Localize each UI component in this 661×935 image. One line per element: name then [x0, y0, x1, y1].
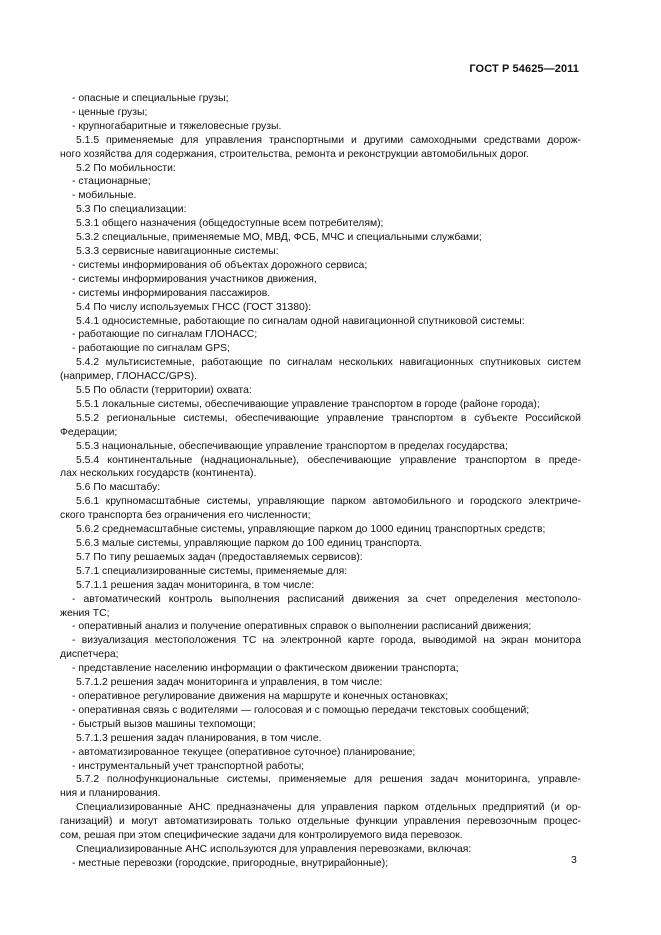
text-line: сом, решая при этом специфические задачи для контролируемого вида перевозок. [60, 830, 463, 842]
text-line: лах нескольких государств (континента). [60, 468, 257, 480]
text-line: ского транспорта без ограничения его численности; [60, 510, 311, 522]
text-line: Специализированные АНС предназначены для управления парком отдельных предприятий (и ор- [76, 802, 581, 814]
text-line: - оперативное регулирование движения на маршруте и конечных остановках; [72, 690, 449, 702]
text-line: - ценные грузы; [72, 106, 148, 118]
text-line: Специализированные АНС используются для управления перевозками, включая: [76, 843, 472, 855]
text-line: - оперативный анализ и получение оперативных справок о выполнении расписаний движения; [72, 621, 532, 633]
text-line: 5.5.2 региональные системы, обеспечивающие управление транспортом в субъекте Российской [76, 412, 581, 424]
text-line: - опасные и специальные грузы; [72, 93, 229, 104]
text-line: 5.7 По типу решаемых задач (предоставляемых сервисов): [76, 551, 363, 563]
text-line: - автоматизированное текущее (оперативное суточное) планирование; [72, 746, 416, 758]
text-line: 5.7.1.2 решения задач мониторинга и управления, в том числе: [76, 677, 383, 689]
text-line: ного хозяйства для содержания, строительства, ремонта и реконструкции автомобильных дорог. [60, 148, 529, 160]
text-line: - оперативная связь с водителями — голосовая и с помощью передачи текстовых сообщений; [72, 704, 530, 716]
text-line: 5.6.3 малые системы, управляющие парком до 100 единиц транспорта. [76, 538, 423, 549]
text-line: Федерации; [60, 426, 118, 438]
standard-designation: ГОСТ Р 54625—2011 [469, 63, 579, 75]
text-line: - системы информирования пассажиров. [72, 287, 271, 299]
text-line: 5.6.1 крупномасштабные системы, управляющие парком автомобильного и городского электриче- [76, 496, 581, 508]
page-number: 3 [571, 854, 577, 866]
text-line: 5.5.4 континентальные (наднациональные), обеспечивающие управление транспортом в преде- [76, 454, 581, 466]
text-line: ния и планирования. [60, 788, 161, 800]
text-line: 5.7.1 специализированные системы, применяемые для: [76, 565, 348, 577]
text-line: 5.1.5 применяемые для управления транспортными и другими самоходными средствами дорож- [76, 134, 581, 146]
text-line: 5.7.2 полнофункциональные системы, применяемые для решения задач мониторинга, управле- [76, 774, 581, 786]
text-line: 5.4.1 односистемные, работающие по сигналам одной навигационной спутниковой системы: [76, 315, 525, 327]
text-line: - автоматический контроль выполнения расписаний движения за счет определения местополо- [72, 593, 581, 605]
text-line: - быстрый вызов машины техпомощи; [72, 718, 256, 730]
text-line: - работающие по сигналам GPS; [72, 343, 230, 355]
text-line: 5.7.1.3 решения задач планирования, в том числе. [76, 732, 322, 744]
text-line: - инструментальный учет транспортной работы; [72, 760, 305, 772]
text-line: - представление населению информации о фактическом движении транспорта; [72, 663, 459, 675]
text-line: - системы информирования участников движения, [72, 273, 317, 285]
text-line: 5.6 По масштабу: [76, 482, 161, 494]
text-line: (например, ГЛОНАСС/GPS). [60, 371, 197, 383]
text-line: - стационарные; [72, 176, 151, 188]
text-line: - работающие по сигналам ГЛОНАСС; [72, 329, 258, 341]
text-line: жения ТС; [60, 607, 110, 619]
text-line: 5.6.2 среднемасштабные системы, управляющие парком до 1000 единиц транспортных средств; [76, 524, 546, 536]
text-line: 5.3 По специализации: [76, 204, 187, 216]
text-line: 5.7.1.1 решения задач мониторинга, в том числе: [76, 579, 315, 591]
text-line: - визуализация местоположения ТС на электронной карте города, выводимой на экран монитора [72, 635, 581, 647]
document-body [60, 92, 581, 871]
text-line: - местные перевозки (городские, пригородные, внутрирайонные); [72, 857, 389, 869]
text-line: 5.4 По числу используемых ГНСС (ГОСТ 31380): [76, 301, 312, 313]
text-line: 5.2 По мобильности: [76, 162, 176, 174]
text-line: 5.3.3 сервисные навигационные системы: [76, 245, 279, 257]
text-line: 5.5.3 национальные, обеспечивающие управление транспортом в пределах государства; [76, 440, 508, 452]
text-line: - системы информирования об объектах дорожного сервиса; [72, 259, 368, 271]
text-line: ганизаций) и могут автоматизировать только отдельные функции управления перевозочным процес- [60, 816, 581, 828]
text-line: 5.4.2 мультисистемные, работающие по сигналам нескольких навигационных спутниковых систем [76, 357, 581, 369]
text-line: - мобильные. [72, 190, 137, 202]
text-line: 5.5.1 локальные системы, обеспечивающие управление транспортом в городе (районе города); [76, 398, 540, 410]
text-line: 5.3.1 общего назначения (общедоступные всем потребителям); [76, 218, 384, 230]
text-line: диспетчера; [60, 649, 119, 661]
text-line: - крупногабаритные и тяжеловесные грузы. [72, 120, 282, 132]
text-line: 5.3.2 специальные, применяемые МО, МВД, ФСБ, МЧС и специальными службами; [76, 232, 482, 244]
text-line: 5.5 По области (территории) охвата: [76, 385, 252, 397]
